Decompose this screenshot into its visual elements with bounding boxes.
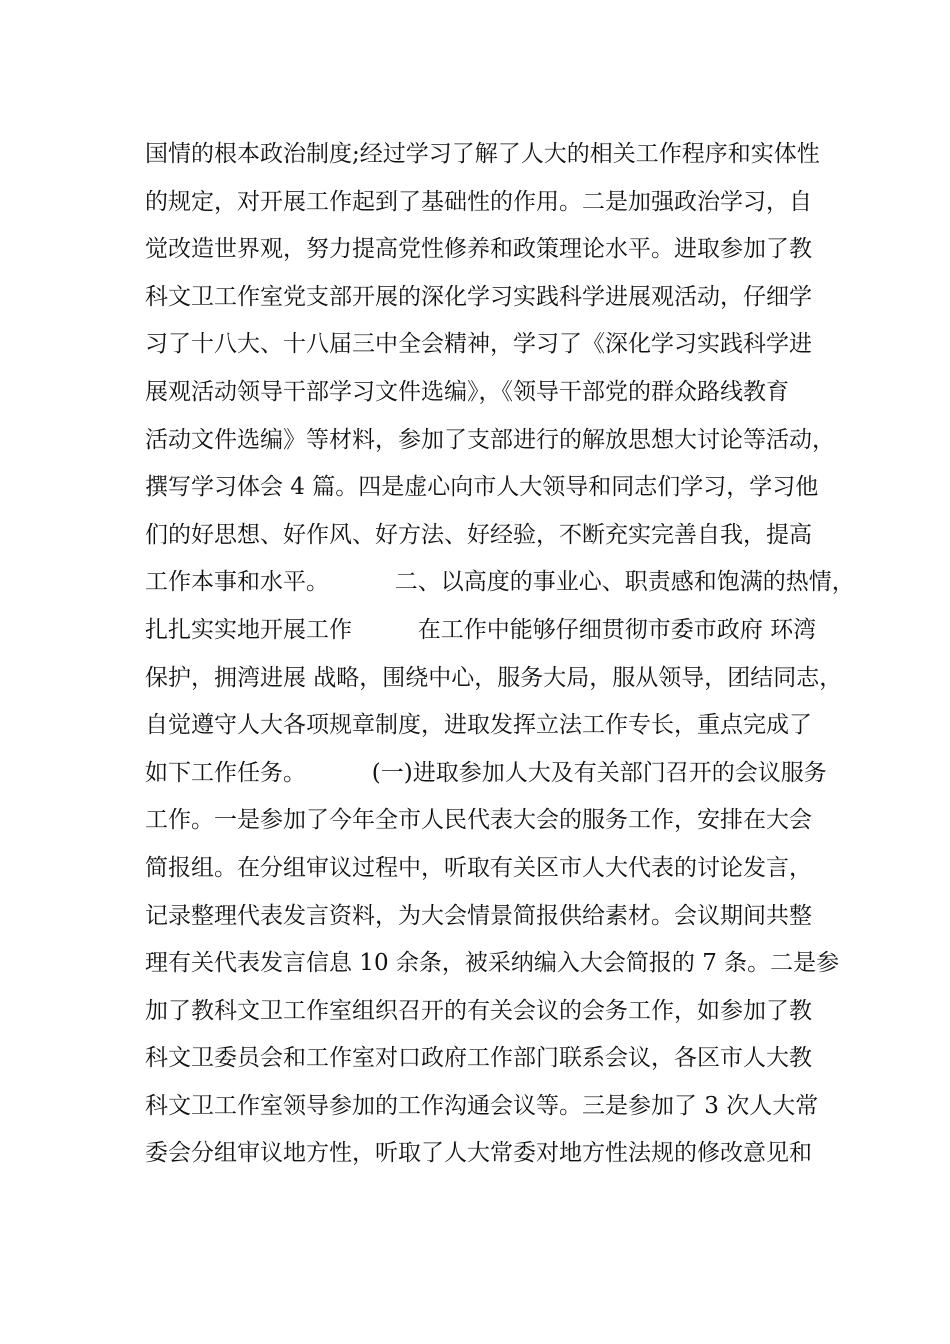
text-line: 加了教科文卫工作室组织召开的有关会议的会务工作，如参加了教 (145, 997, 812, 1024)
text-line: 们的好思想、好作风、好方法、好经验，不断充实完善自我，提高 (145, 521, 812, 548)
text-line: 记录整理代表发言资料，为大会情景简报供给素材。会议期间共整 (145, 902, 812, 929)
text-line: 展观活动领导干部学习文件选编》，《领导干部党的群众路线教育 (145, 378, 789, 405)
text-line: 习了十八大、十八届三中全会精神，学习了《深化学习实践科学进 (145, 331, 812, 358)
text-line: 理有关代表发言信息 10 余条，被采纳编入大会简报的 7 条。二是参 (145, 950, 840, 977)
text-line: 保护，拥湾进展 战略，围绕中心，服务大局，服从领导，团结同志， (145, 664, 843, 691)
text-line: 工作本事和水平。 二、以高度的事业心、职责感和饱满的热情， (145, 569, 855, 596)
text-line: 简报组。在分组审议过程中，听取有关区市人大代表的讨论发言， (145, 854, 812, 881)
text-line: 科文卫委员会和工作室对口政府工作部门联系会议，各区市人大教 (145, 1045, 812, 1072)
text-line: 科文卫工作室领导参加的工作沟通会议等。三是参加了 3 次人大常 (145, 1092, 819, 1119)
text-line: 国情的根本政治制度;经过学习了解了人大的相关工作程序和实体性 (145, 141, 820, 167)
text-line: 扎扎实实地开展工作 在工作中能够仔细贯彻市委市政府 环湾 (145, 616, 817, 643)
text-line: 委会分组审议地方性，听取了人大常委对地方性法规的修改意见和 (145, 1140, 812, 1167)
body-text (145, 131, 855, 1178)
text-line: 自觉遵守人大各项规章制度，进取发挥立法工作专长，重点完成了 (145, 712, 812, 739)
text-line: 科文卫工作室党支部开展的深化学习实践科学进展观活动，仔细学 (145, 283, 812, 310)
text-line: 觉改造世界观，努力提高党性修养和政策理论水平。进取参加了教 (145, 236, 812, 263)
text-line: 活动文件选编》等材料，参加了支部进行的解放思想大讨论等活动， (145, 426, 835, 453)
text-line: 工作。一是参加了今年全市人民代表大会的服务工作，安排在大会 (145, 807, 812, 834)
text-line: 撰写学习体会 4 篇。四是虚心向市人大领导和同志们学习，学习他 (145, 474, 819, 501)
text-line: 的规定，对开展工作起到了基础性的作用。二是加强政治学习，自 (145, 188, 812, 215)
text-line: 如下工作任务。 (一)进取参加人大及有关部门召开的会议服务 (145, 759, 827, 786)
